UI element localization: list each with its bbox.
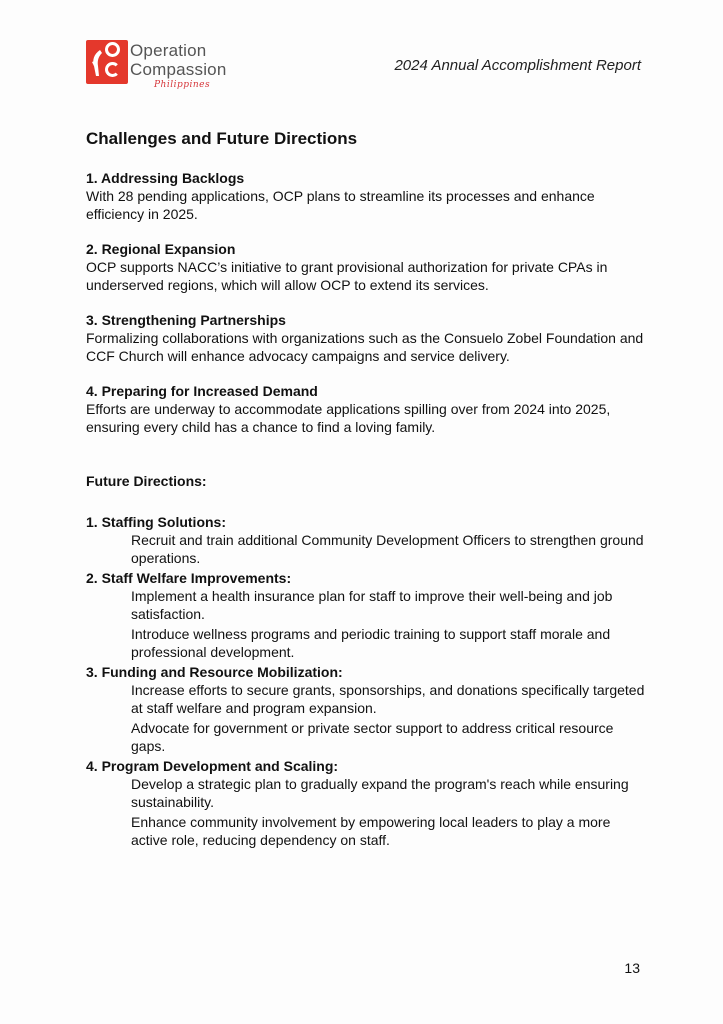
direction-title: 2. Staff Welfare Improvements: (86, 570, 292, 586)
logo-o-glyph (105, 42, 120, 57)
challenge-item (86, 382, 646, 436)
challenge-body: OCP supports NACC’s initiative to grant provisional authorization for private CPAs in underserved regions, which will allow OCP to extend its services. (86, 259, 608, 293)
direction-item (86, 757, 646, 849)
direction-point: Implement a health insurance plan for staff to improve their well-being and job satisfaction. (131, 588, 613, 622)
challenge-body: Efforts are underway to accommodate applications spilling over from 2024 into 2025, ensuring every child has a chance to find a loving family. (86, 401, 611, 435)
direction-item (86, 569, 646, 661)
challenge-item (86, 311, 646, 365)
direction-point: Recruit and train additional Community Development Officers to strengthen ground operations. (131, 532, 644, 566)
direction-point: Develop a strategic plan to gradually expand the program's reach while ensuring sustainability. (131, 776, 629, 810)
challenge-title: 4. Preparing for Increased Demand (86, 383, 318, 399)
challenge-title: 1. Addressing Backlogs (86, 170, 245, 186)
logo-mark-icon (86, 40, 128, 84)
challenge-title: 2. Regional Expansion (86, 241, 236, 257)
page-content (86, 128, 646, 851)
logo-c-glyph (105, 62, 120, 77)
direction-point: Advocate for government or private sector support to address critical resource gaps. (131, 720, 614, 754)
challenge-body: Formalizing collaborations with organizations such as the Consuelo Zobel Foundation and CCF Church will enhance advocacy campaigns and service delivery. (86, 330, 644, 364)
organization-logo (86, 40, 226, 95)
direction-title: 1. Staffing Solutions: (86, 514, 226, 530)
logo-line1: Operation (130, 41, 207, 60)
direction-point: Increase efforts to secure grants, sponsorships, and donations specifically targeted at staff welfare and program expansion. (131, 682, 645, 716)
challenge-item (86, 169, 646, 223)
direction-item (86, 663, 646, 755)
page-number: 13 (624, 960, 640, 976)
direction-point: Introduce wellness programs and periodic training to support staff morale and professional development. (131, 626, 611, 660)
challenge-item (86, 240, 646, 294)
challenge-title: 3. Strengthening Partnerships (86, 312, 286, 328)
logo-subtitle: Philippines (154, 80, 211, 90)
direction-point: Enhance community involvement by empowering local leaders to play a more active role, reducing dependency on staff. (131, 814, 611, 848)
direction-title: 4. Program Development and Scaling: (86, 758, 339, 774)
direction-title: 3. Funding and Resource Mobilization: (86, 664, 343, 680)
section-title: Challenges and Future Directions (86, 129, 358, 148)
direction-item (86, 513, 646, 567)
logo-line2: Compassion (130, 60, 227, 79)
future-directions-heading: Future Directions: (86, 473, 207, 489)
hands-icon (90, 48, 102, 78)
challenge-body: With 28 pending applications, OCP plans to streamline its processes and enhance efficiency in 2025. (86, 188, 595, 222)
report-title: 2024 Annual Accomplishment Report (394, 57, 641, 74)
